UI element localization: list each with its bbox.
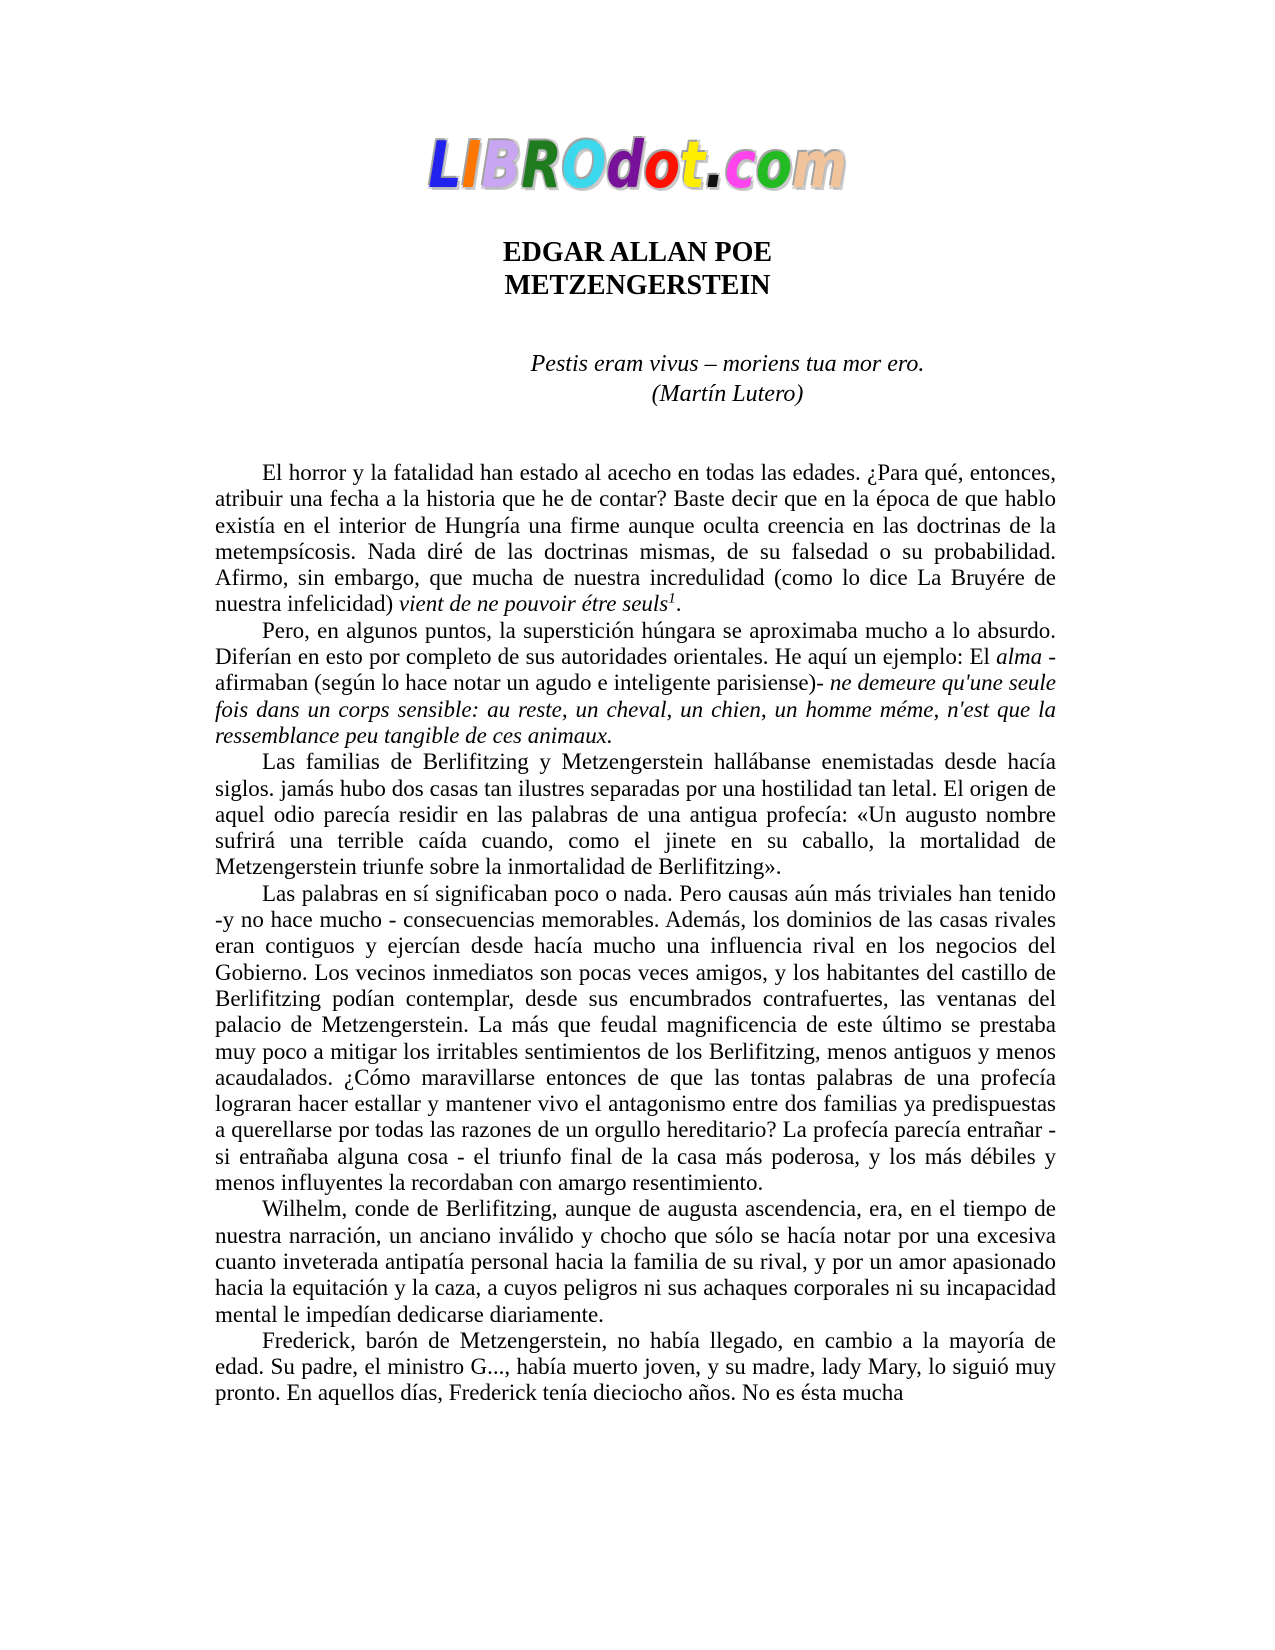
logo-letter: d <box>606 129 644 203</box>
logo-letter: L <box>428 129 462 203</box>
logo-letter: m <box>792 129 847 203</box>
paragraph <box>215 881 1056 1197</box>
logo-letter: I <box>461 129 482 203</box>
document-heading <box>0 236 1275 302</box>
text-segment: -afirmaban (según lo hace notar un agudo e inteligente parisiense)- <box>215 644 1056 696</box>
logo-letter: o <box>756 129 793 203</box>
epigraph <box>180 349 1275 409</box>
paragraph <box>215 1196 1056 1327</box>
text-segment: . <box>675 591 682 617</box>
logo-letter: O <box>561 129 607 203</box>
logo-letter: c <box>724 129 757 203</box>
logo-letter: t <box>679 129 705 203</box>
paragraph <box>215 460 1056 618</box>
text-segment: Pero, en algunos puntos, la superstición húngara se aproximaba mucho a lo absurdo. Diferían en esto por completo de sus autoridades orientales. He aquí un ejemplo: El <box>215 617 1056 670</box>
text-segment: Wilhelm, conde de Berlifitzing, aunque de augusta ascendencia, era, en el tiempo de nuestra narración, un anciano inválido y chocho que sólo se hacía notar por una excesiva cuanto inveterada antipatía personal hacia la familia de su rival, y por un amor apasionado hacia la equitación y la caza, a cuyos peligros ni sus achaques corporales ni su incapacidad mental le impedían dedicarse diariamente. <box>215 1196 1056 1327</box>
document-body <box>215 460 1056 1407</box>
text-segment: Las familias de Berlifitzing y Metzengerstein hallábanse enemistadas desde hacía siglos. jamás hubo dos casas tan ilustres separadas por una hostilidad tan letal. El origen de aquel odio parecía residir en las palabras de una antigua profecía: «Un augusto nombre sufrirá una terrible caída cuando, como el jinete en su caballo, la mortalidad de Metzengerstein triunfe sobre la inmortalidad de Berlifitzing». <box>215 749 1056 880</box>
text-segment: Frederick, barón de Metzengerstein, no había llegado, en cambio a la mayoría de edad. Su padre, el ministro G..., había muerto joven, y su madre, lady Mary, lo siguió muy pronto. En aquellos días, Frederick tenía dieciocho años. No es ésta mucha <box>215 1327 1056 1406</box>
librodot-logo <box>115 128 1161 204</box>
text-segment: alma <box>996 644 1043 670</box>
paragraph <box>215 618 1056 749</box>
paragraph <box>215 1328 1056 1407</box>
logo-letter: B <box>481 129 522 203</box>
page-title: METZENGERSTEIN <box>504 270 771 301</box>
footnote-reference: 1 <box>668 590 676 607</box>
epigraph-quote: Pestis eram vivus – moriens tua mor ero. <box>530 351 925 377</box>
paragraph <box>215 749 1056 880</box>
text-segment: Las palabras en sí significaban poco o nada. Pero causas aún más triviales han tenido -y no hace mucho - consecuencias memorables. Además, los dominios de las casas rivales eran contiguos y ejercían desde hacía mucho una influencia rival en los negocios del Gobierno. Los vecinos inmediatos son pocas veces amigos, y los habitantes del castillo de Berlifitzing podían contemplar, desde sus encumbrados contrafuertes, las ventanas del palacio de Metzengerstein. La más que feudal magnificencia de este último se prestaba muy poco a mitigar los irritables sentimientos de los Berlifitzing, menos antiguos y menos acaudalados. ¿Cómo maravillarse entonces de que las tontas palabras de una profecía lograran hacer estallar y mantener vivo el antagonismo entre dos familias ya predispuestas a querellarse por todas las razones de un orgullo hereditario? La profecía parecía entrañar -si entrañaba alguna cosa - el triunfo final de la casa más poderosa, y los más débiles y menos influyentes la recordaban con amargo resentimiento. <box>215 880 1056 1196</box>
author-name: EDGAR ALLAN POE <box>502 237 773 268</box>
logo-letter: . <box>704 129 725 203</box>
logo-letter: R <box>521 129 562 203</box>
text-segment: El horror y la fatalidad han estado al acecho en todas las edades. ¿Para qué, entonces, atribuir una fecha a la historia que he de contar? Baste decir que en la época de que hablo existía en el interior de Hungría una firme aunque oculta creencia en las doctrinas de la metempsícosis. Nada diré de las doctrinas mismas, de su falsedad o su probabilidad. Afirmo, sin embargo, que mucha de nuestra incredulidad (como lo dice La Bruyére de nuestra infelicidad) <box>215 460 1056 617</box>
epigraph-attribution: (Martín Lutero) <box>651 381 804 407</box>
text-segment: ne demeure qu'une seule fois dans un corps sensible: au reste, un cheval, un chien, un homme méme, n'est que la ressemblance peu tangible de ces animaux. <box>215 670 1057 748</box>
logo-letter: o <box>643 129 680 203</box>
text-segment: vient de ne pouvoir étre seuls <box>398 591 669 617</box>
